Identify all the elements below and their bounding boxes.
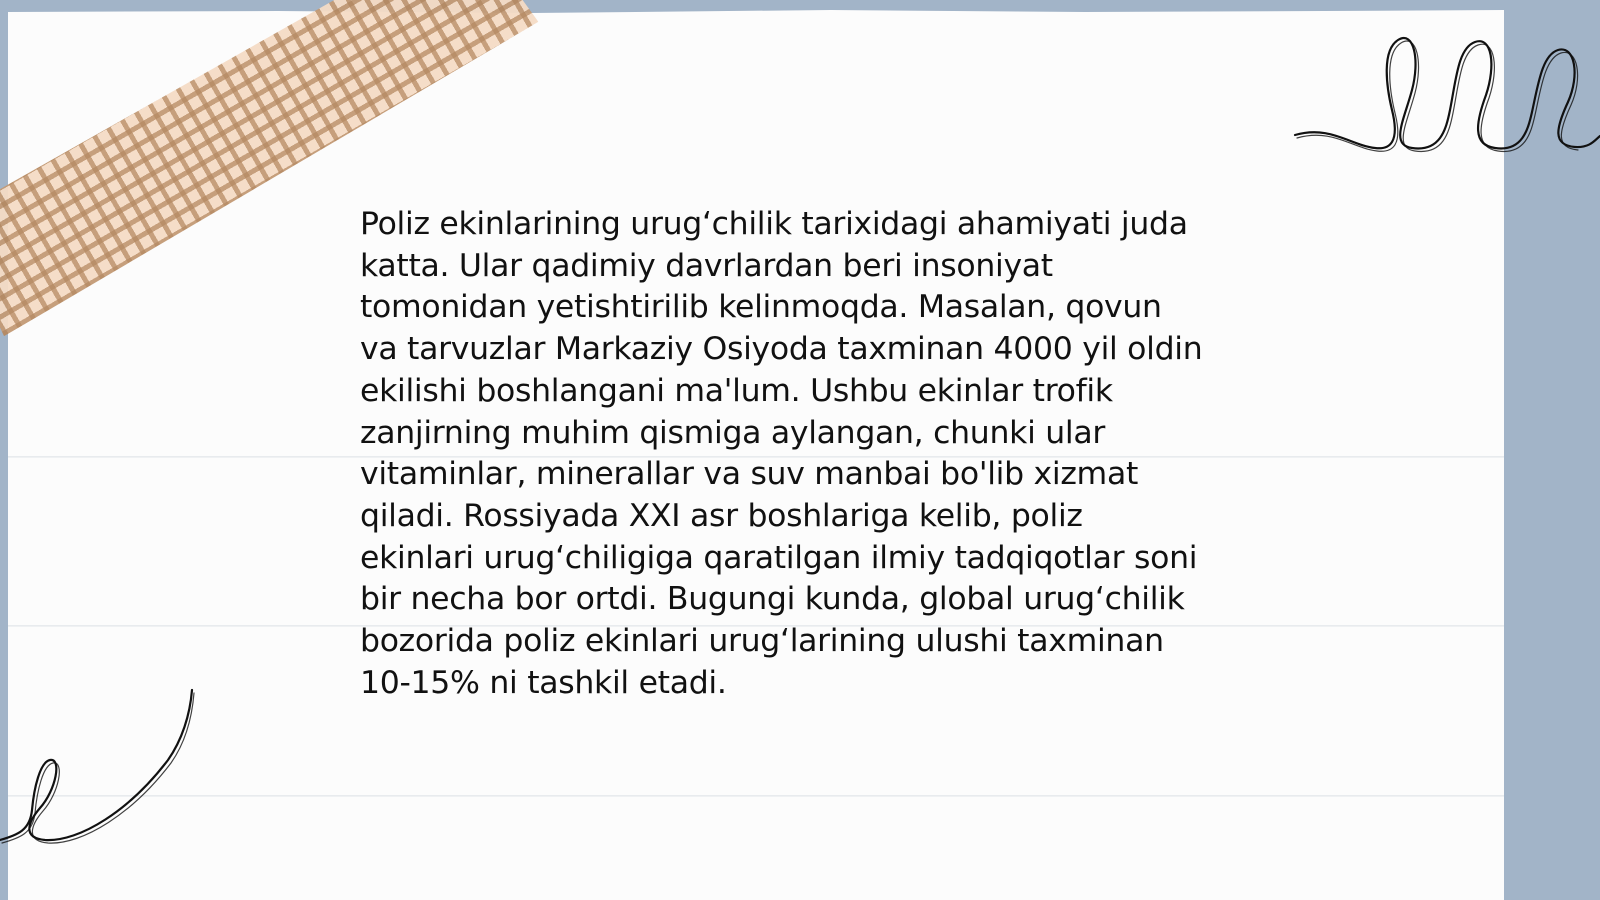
paper-fold-line [8, 795, 1504, 797]
loop-doodle-bottom-left [0, 690, 200, 850]
body-paragraph: Poliz ekinlarining urug‘chilik tarixidagi ahamiyati juda katta. Ular qadimiy davrlardan beri insoniyat tomonidan yetishtirilib kelinmoqda. Masalan, qovun va tarvuzlar Markaziy Osiyoda taxminan 4000 yil oldin ekilishi boshlangani ma'lum. Ushbu ekinlar trofik zanjirning muhim qismiga aylangan, chunki ular vitaminlar, minerallar va suv manbai bo'lib xizmat qiladi. Rossiyada XXI asr boshlariga kelib, poliz ekinlari urug‘chiligiga qaratilgan ilmiy tadqiqotlar soni bir necha bor ortdi. Bugungi kunda, global urug‘chilik bozorida poliz ekinlari urug‘larining ulushi taxminan 10-15% ni tashkil etadi. [360, 206, 1203, 701]
loops-doodle-top-right [1290, 30, 1600, 170]
